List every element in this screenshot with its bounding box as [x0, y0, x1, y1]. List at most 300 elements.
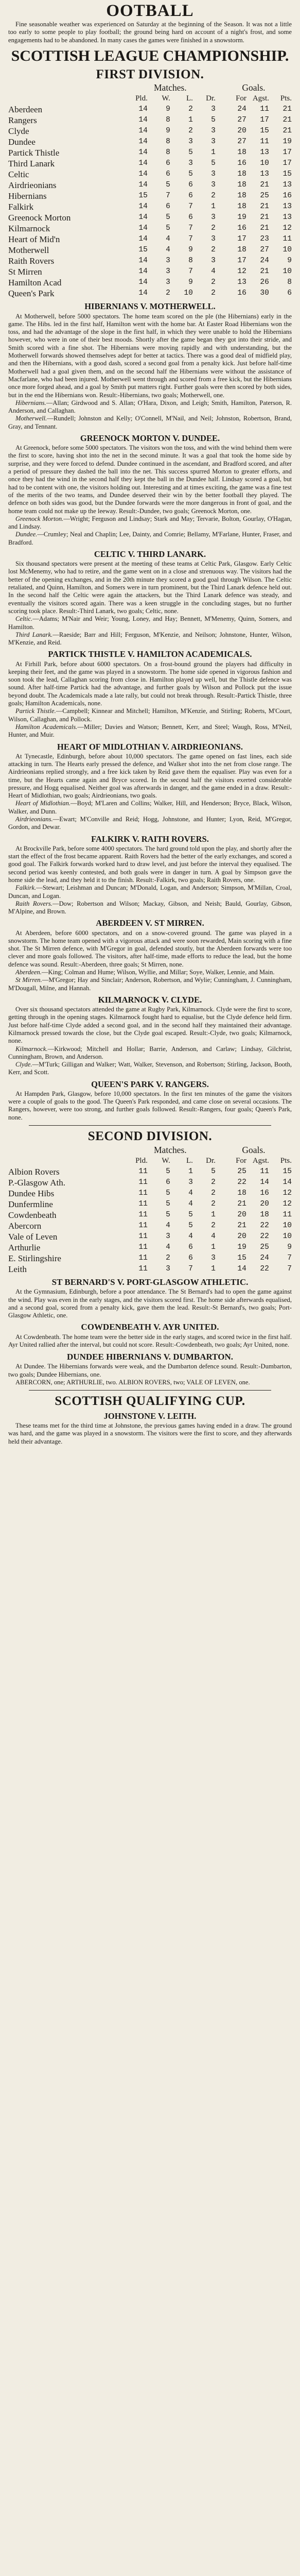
lineup-players: Crumley; Neal and Chaplin; Lee, Dainty, and Comrie; Bellamy, M'Farlane, Hunter, Fraser, and Bradford. — [8, 531, 292, 546]
stat-value: 14 — [138, 213, 148, 222]
first-division-column-header: Pts. — [280, 94, 292, 103]
second-division-table-row — [8, 1264, 292, 1275]
second-division-column-header: Agst. — [252, 1156, 269, 1165]
lineup-team-name: St Mirren. — [15, 976, 42, 984]
team-name: Hibernians — [8, 191, 47, 201]
lineup-players: M'Turk; Gilligan and Walker; Watt, Walker, Stevenson, and Robertson; Stirling, Jackson, Booth, Kerr, and Scott. — [8, 1061, 292, 1076]
team-name: Motherwell — [8, 245, 49, 256]
team-name: Heart of Mid'n — [8, 234, 60, 245]
match-title: GREENOCK MORTON V. DUNDEE. — [80, 433, 220, 443]
stat-value: 2 — [211, 1178, 216, 1187]
stat-value: 9 — [188, 246, 193, 255]
lineup-players: Kirkwood; Mitchell and Hollar; Barrie, Anderson, and Carlaw; Lindsay, Gilchrist, Cunningham, Brown, and Anderson. — [8, 1045, 292, 1060]
section-divider — [29, 1390, 271, 1391]
lineup-team-name: Hamilton Academicals. — [15, 723, 78, 731]
team-name: Celtic — [8, 170, 29, 180]
stat-value: 2 — [211, 246, 216, 255]
stat-value: 3 — [211, 213, 216, 222]
stat-value: 6 — [188, 181, 193, 190]
stat-value: 6 — [166, 1178, 170, 1187]
stat-value: 3 — [211, 105, 216, 114]
stat-value: 4 — [211, 1232, 216, 1241]
stat-value: 30 — [260, 289, 269, 298]
stat-value: 22 — [237, 1178, 246, 1187]
first-division-table-row — [8, 126, 292, 137]
stat-value: 18 — [237, 148, 246, 157]
first-division-goals-group: Goals. — [242, 82, 266, 93]
second-division-table-row — [8, 1253, 292, 1264]
first-division-table-row — [8, 115, 292, 126]
stat-value: 25 — [260, 1243, 269, 1251]
lineup-team-name: Dundee. — [15, 531, 38, 538]
stat-value: 3 — [166, 278, 170, 287]
second-division-table-body — [8, 1145, 292, 1275]
stat-value: 13 — [260, 148, 269, 157]
lineup-team-name: Hibernians. — [15, 399, 46, 406]
stat-value: 19 — [283, 138, 292, 146]
lineup-separator: — — [42, 976, 49, 984]
stat-value: 7 — [188, 1264, 193, 1273]
stat-value: 7 — [166, 192, 170, 200]
stat-value: 5 — [188, 148, 193, 157]
second-division-table-row — [8, 1210, 292, 1221]
stat-value: 10 — [184, 289, 193, 298]
stat-value: 18 — [237, 181, 246, 190]
stat-value: 6 — [166, 170, 170, 179]
team-name: Albion Rovers — [8, 1166, 60, 1177]
stat-value: 7 — [188, 267, 193, 276]
team-name: Rangers — [8, 115, 37, 126]
lineup-players: Allan; Girdwood and S. Allan; O'Hara, Dixon, and Leigh; Smith, Hamilton, Paterson, R. Anderson, and Callaghan. — [8, 399, 292, 415]
stat-value: 1 — [211, 1243, 216, 1251]
team-name: Partick Thistle — [8, 148, 60, 158]
stat-value: 18 — [237, 170, 246, 179]
second-division-column-header-row — [8, 1156, 292, 1166]
team-name: Queen's Park — [8, 289, 55, 299]
stat-value: 21 — [237, 1221, 246, 1230]
stat-value: 12 — [283, 224, 292, 233]
second-division-match-title: ST BERNARD'S V. PORT-GLASGOW ATHLETIC. — [51, 1277, 249, 1287]
team-lineup — [8, 884, 292, 900]
team-lineup — [8, 399, 292, 415]
stat-value: 8 — [166, 148, 170, 157]
lineup-separator: — — [77, 723, 84, 731]
stat-value: 21 — [237, 1199, 246, 1208]
first-division-table-row — [8, 212, 292, 223]
stat-value: 7 — [287, 1264, 292, 1273]
stat-value: 21 — [260, 181, 269, 190]
stat-value: 3 — [211, 138, 216, 146]
stat-value: 7 — [188, 224, 193, 233]
lineup-team-name: Motherwell. — [15, 415, 47, 422]
stat-value: 14 — [138, 224, 148, 233]
stat-value: 11 — [260, 1167, 269, 1176]
lineup-separator: — — [52, 816, 60, 823]
stat-value: 11 — [138, 1221, 148, 1230]
stat-value: 3 — [211, 1253, 216, 1262]
team-name: Kilmarnock — [8, 224, 50, 234]
stat-value: 11 — [138, 1264, 148, 1273]
second-division-match-title: DUNDEE HIBERNIANS V. DUMBARTON. — [67, 1351, 233, 1362]
stat-value: 16 — [237, 289, 246, 298]
stat-value: 13 — [260, 170, 269, 179]
stat-value: 1 — [211, 1264, 216, 1273]
team-name: St Mirren — [8, 267, 42, 277]
stat-value: 3 — [211, 181, 216, 190]
lineup-separator: — — [56, 707, 63, 715]
stat-value: 2 — [211, 192, 216, 200]
first-division-table-row — [8, 104, 292, 115]
stat-value: 18 — [237, 1189, 246, 1197]
stat-value: 18 — [237, 246, 246, 255]
team-lineup — [8, 1061, 292, 1077]
stat-value: 17 — [237, 235, 246, 244]
stat-value: 3 — [188, 138, 193, 146]
lineup-separator: — — [32, 615, 39, 623]
lineup-separator: — — [52, 900, 59, 907]
stat-value: 15 — [283, 170, 292, 179]
lineup-players: M'Gregor; Hay and Sinclair; Anderson, Robertson, and Wylie; Cunningham, J. Cunningham, M'Dougall, Milne, and Hannah. — [8, 976, 292, 992]
stat-value: 13 — [283, 202, 292, 211]
stat-value: 16 — [237, 224, 246, 233]
team-name: Dundee — [8, 137, 36, 147]
stat-value: 27 — [237, 116, 246, 125]
stat-value: 27 — [260, 246, 269, 255]
team-name: Airdrieonians — [8, 180, 57, 191]
stat-value: 14 — [138, 148, 148, 157]
stat-value: 12 — [283, 1189, 292, 1197]
match-report-paragraph: At Tynecastle, Edinburgh, before about 10,000 spectators. The game opened on fast lines, each side attacking in turn. The Hearts early pressed the defence, and Walker shot into the net from close range. The Airdrieonians replied strongly, and a free kick taken by Reid gave them the equaliser. Play was even for a time, but the Hearts came again and Bryce scored. In the second half the visitors exerted considerable pressure, and Hogg equalised. Neither goal was afterwards in danger, and the game ended in a draw. Result:-Heart of Midlothian, two goals; Airdrieonians, two goals. — [8, 752, 292, 800]
stat-value: 4 — [188, 1189, 193, 1197]
second-division-table-row — [8, 1166, 292, 1177]
stat-value: 20 — [237, 127, 246, 135]
team-lineup — [8, 1045, 292, 1061]
stat-value: 4 — [188, 1232, 193, 1241]
stat-value: 1 — [211, 148, 216, 157]
stat-value: 11 — [138, 1167, 148, 1176]
stat-value: 3 — [166, 267, 170, 276]
second-division-column-header: W. — [162, 1156, 170, 1165]
stat-value: 17 — [283, 159, 292, 168]
stat-value: 14 — [138, 289, 148, 298]
stat-value: 27 — [237, 138, 246, 146]
stat-value: 12 — [283, 1199, 292, 1208]
stat-value: 2 — [211, 224, 216, 233]
team-lineup — [8, 969, 292, 976]
stat-value: 11 — [138, 1210, 148, 1219]
stat-value: 6 — [166, 202, 170, 211]
second-division-matches-group: Matches. — [154, 1144, 187, 1155]
stat-value: 8 — [188, 257, 193, 265]
lineup-separator: — — [52, 631, 59, 638]
stat-value: 5 — [211, 1167, 216, 1176]
lineup-players: Stewart; Leishman and Duncan; M'Donald, Logan, and Anderson; Simpson, M'Millan, Croal, Duncan, and Logan. — [8, 884, 292, 900]
stat-value: 2 — [211, 1189, 216, 1197]
match-report-paragraph: Six thousand spectators were present at the meeting of these teams at Celtic Park, Glasgow. Early Celtic lost McMenemy, who had to retire, and the game went on in a close and strenuous way. The visitors had the better of the opening exchanges, and in the 20th minute they scored a good goal through Wilson. The Celtic retaliated, and Quinn, Hamilton, and Somers were in turn prominent, but the Third Lanark defence held out. In the second half the Celtic were again the attackers, but the Third Lanark defence was steady, and eventually the visitors scored again. There was a keen struggle in the concluding stages, but no further scoring took place. Result:-Third Lanark, two goals; Celtic, none. — [8, 560, 292, 615]
lineup-team-name: Heart of Midlothian. — [15, 800, 71, 807]
team-lineup — [8, 707, 292, 723]
team-lineup — [8, 976, 292, 992]
lineup-team-name: Clyde. — [15, 1061, 32, 1069]
lineup-players: Ewart; M'Conville and Reid; Hogg, Johnstone, and Hunter; Lyon, Reid, M'Gregor, Gordon, and Dewar. — [8, 816, 292, 831]
first-division-table-row — [8, 137, 292, 147]
stat-value: 16 — [260, 1189, 269, 1197]
lineup-team-name: Raith Rovers. — [15, 900, 52, 907]
stat-value: 14 — [138, 267, 148, 276]
second-division-table-row — [8, 1177, 292, 1188]
stat-value: 15 — [260, 127, 269, 135]
lineup-players: Adams; M'Nair and Weir; Young, Loney, and Hay; Bennett, M'Menemy, Quinn, Somers, and Hamilton. — [8, 615, 292, 631]
stat-value: 11 — [138, 1189, 148, 1197]
stat-value: 5 — [166, 181, 170, 190]
stat-value: 14 — [138, 105, 148, 114]
stat-value: 10 — [283, 267, 292, 276]
match-report-paragraph: At Aberdeen, before 6000 spectators, and on a snow-covered ground. The game was played in a snowstorm. The home team opened with a vigorous attack and were soon rewarded, Main scoring with a fine shot. The St Mirren defence, with M'Gregor in goal, defended stoutly, but the Aberdeen forwards were too clever and more goals followed. The visitors, after half-time, made efforts to reduce the lead, but the home defence was sound. Result:-Aberdeen, three goals; St Mirren, none. — [8, 929, 292, 968]
second-division-table-row — [8, 1199, 292, 1210]
lineup-team-name: Aberdeen. — [15, 969, 42, 976]
match-title: CELTIC V. THIRD LANARK. — [94, 549, 206, 559]
stat-value: 16 — [283, 192, 292, 200]
lineup-separator: — — [70, 800, 77, 807]
stat-value: 6 — [188, 213, 193, 222]
first-division-table-row — [8, 180, 292, 191]
team-name: E. Stirlingshire — [8, 1253, 61, 1263]
second-division-column-header: For — [236, 1156, 246, 1165]
team-name: Aberdeen — [8, 105, 43, 115]
match-report-paragraph: At Firhill Park, before about 6000 spectators. On a frost-bound ground the players had difficulty in keeping their feet, and the game was played in a snowstorm. The home side opened in vigorous fashion and soon took the lead, Callaghan scoring from close in. Hamilton played up well, but the Thistle defence was sound. After half-time Partick had the advantage, and further goals by Wilson and Pollock put the issue beyond doubt. The Academicals made a late rally, but could not break through. Result:-Partick Thistle, three goals; Hamilton Academicals, none. — [8, 660, 292, 707]
first-division-column-header: W. — [162, 94, 170, 103]
stat-value: 3 — [211, 127, 216, 135]
lineup-team-name: Airdrieonians. — [15, 816, 53, 823]
stat-value: 20 — [237, 1232, 246, 1241]
stat-value: 11 — [260, 105, 269, 114]
stat-value: 25 — [260, 192, 269, 200]
second-division-column-header: L. — [186, 1156, 193, 1165]
stat-value: 11 — [138, 1178, 148, 1187]
team-name: Dunfermline — [8, 1199, 53, 1209]
lineup-team-name: Kilmarnock. — [15, 1045, 48, 1053]
team-lineup — [8, 631, 292, 647]
stat-value: 3 — [188, 159, 193, 168]
stat-value: 2 — [211, 289, 216, 298]
stat-value: 15 — [138, 246, 148, 255]
lineup-separator: — — [41, 969, 48, 976]
stat-value: 1 — [188, 116, 193, 125]
second-division-match-report: At Dundee. The Hibernians forwards were weak, and the Dumbarton defence sound. Result:-Dumbarton, two goals; Dundee Hibernians, one. — [8, 1363, 292, 1378]
lineup-players: Dow; Robertson and Wilson; Mackay, Gibson, and Neish; Bauld, Gourlay, Gibson, M'Alpine, and Brown. — [8, 900, 292, 916]
stat-value: 18 — [237, 202, 246, 211]
stat-value: 14 — [138, 181, 148, 190]
stat-value: 21 — [283, 105, 292, 114]
stat-value: 21 — [283, 127, 292, 135]
first-division-table-row — [8, 266, 292, 277]
team-name: Falkirk — [8, 202, 34, 212]
stat-value: 4 — [166, 235, 170, 244]
lineup-separator: — — [37, 531, 44, 538]
intro-paragraph: Fine seasonable weather was experienced on Saturday at the beginning of the Season. It was not a little too early to some people to play football; the ground being hard on account of a night's frost, and some engagements had to be abandoned. In many cases the games were finished in a snowstorm. — [8, 21, 292, 44]
masthead: OOTBALL — [106, 4, 194, 20]
stat-value: 1 — [211, 1210, 216, 1219]
second-division-column-header: Dr. — [206, 1156, 216, 1165]
second-division-team-column-spacer — [8, 1156, 125, 1166]
stat-value: 11 — [138, 1199, 148, 1208]
second-division-title: SECOND DIVISION. — [87, 1129, 213, 1144]
stat-value: 2 — [166, 289, 170, 298]
stat-value: 12 — [237, 267, 246, 276]
match-title: QUEEN'S PARK V. RANGERS. — [91, 1079, 209, 1089]
first-division-table-row — [8, 191, 292, 201]
lineup-players: Campbell; Kinnear and Mitchell; Hamilton, M'Kenzie, and Stirling; Roberts, M'Court, Wilson, Callaghan, and Pollock. — [8, 707, 292, 723]
first-division-table-body — [8, 82, 292, 299]
lineup-separator: — — [46, 399, 53, 406]
lineup-team-name: Greenock Morton. — [15, 515, 64, 522]
stat-value: 4 — [166, 1221, 170, 1230]
second-division-table — [8, 1145, 292, 1275]
lineup-team-name: Celtic. — [15, 615, 33, 623]
lineup-players: Miller; Davies and Watson; Bennett, Kerr, and Steel; Waugh, Ross, M'Neil, Hunter, and Muir. — [8, 723, 292, 739]
match-title: HIBERNIANS V. MOTHERWELL. — [84, 301, 216, 312]
match-report-paragraph: At Hampden Park, Glasgow, before 10,000 spectators. In the first ten minutes of the game the visitors were a couple of goals to the good. The Queen's Park responded, and came close on several occasions. The Rangers, however, were too strong, and further goals followed. Result:-Rangers, four goals; Queen's Park, none. — [8, 1090, 292, 1121]
second-division-table-row — [8, 1221, 292, 1231]
stat-value: 2 — [166, 1253, 170, 1262]
stat-value: 17 — [283, 148, 292, 157]
stat-value: 5 — [188, 1221, 193, 1230]
match-title: KILMARNOCK V. CLYDE. — [98, 994, 202, 1005]
first-division-column-header: Dr. — [206, 94, 216, 103]
first-division-column-header: Agst. — [252, 94, 269, 103]
first-division-table-row — [8, 158, 292, 169]
stat-value: 9 — [188, 278, 193, 287]
stat-value: 1 — [211, 202, 216, 211]
stat-value: 14 — [237, 1264, 246, 1273]
second-division-match-title: COWDENBEATH V. AYR UNITED. — [81, 1322, 219, 1332]
stat-value: 18 — [237, 192, 246, 200]
stat-value: 5 — [166, 1199, 170, 1208]
team-lineup — [8, 615, 292, 631]
stat-value: 2 — [211, 278, 216, 287]
stat-value: 24 — [260, 1253, 269, 1262]
team-lineup — [8, 900, 292, 916]
stat-value: 19 — [237, 213, 246, 222]
lineup-team-name: Falkirk. — [15, 884, 37, 892]
stat-value: 6 — [166, 159, 170, 168]
stat-value: 6 — [188, 1253, 193, 1262]
stat-value: 3 — [211, 170, 216, 179]
stat-value: 5 — [166, 1210, 170, 1219]
stat-value: 24 — [260, 257, 269, 265]
stat-value: 14 — [138, 257, 148, 265]
first-division-team-column-spacer — [8, 82, 125, 93]
stat-value: 8 — [166, 138, 170, 146]
stat-value: 14 — [138, 170, 148, 179]
match-title: ABERDEEN V. ST MIRREN. — [96, 918, 204, 928]
stat-value: 15 — [283, 1167, 292, 1176]
stat-value: 18 — [260, 1210, 269, 1219]
stat-value: 10 — [283, 1221, 292, 1230]
stat-value: 7 — [287, 1253, 292, 1262]
team-lineup — [8, 723, 292, 739]
second-division-column-header: Pts. — [280, 1156, 292, 1165]
stat-value: 4 — [166, 1243, 170, 1251]
stat-value: 19 — [237, 1243, 246, 1251]
stat-value: 14 — [260, 1178, 269, 1187]
team-name: Hamilton Acad — [8, 278, 62, 288]
stat-value: 7 — [188, 235, 193, 244]
stat-value: 2 — [211, 1199, 216, 1208]
second-division-team-column-spacer — [8, 1145, 125, 1156]
team-name: Abercorn — [8, 1221, 42, 1231]
stat-value: 3 — [166, 1232, 170, 1241]
lineup-separator: — — [47, 1045, 55, 1053]
qualifying-cup-match: JOHNSTONE V. LEITH. — [103, 1411, 197, 1421]
stat-value: 25 — [237, 1167, 246, 1176]
match-report-paragraph: Over six thousand spectators attended the game at Rugby Park, Kilmarnock. Clyde were the first to score, getting through in the opening stages. Kilmarnock fought hard to equalise, but the Clyde defence held firm. Just before half-time Clyde added a second goal, and in the second half they maintained their advantage. Kilmarnock pressed towards the close, but the Clyde goal escaped. Result:-Clyde, two goals; Kilmarnock, none. — [8, 1006, 292, 1045]
stat-value: 17 — [260, 116, 269, 125]
second-division-column-header: Pld. — [135, 1156, 148, 1165]
stat-value: 2 — [188, 105, 193, 114]
stat-value: 11 — [260, 138, 269, 146]
stat-value: 5 — [166, 213, 170, 222]
first-division-table-row — [8, 147, 292, 158]
stat-value: 4 — [211, 267, 216, 276]
stat-value: 22 — [260, 1221, 269, 1230]
team-name: Cowdenbeath — [8, 1210, 57, 1220]
first-division-column-header: L. — [186, 94, 193, 103]
stat-value: 3 — [188, 1178, 193, 1187]
stat-value: 15 — [237, 1253, 246, 1262]
lineup-separator: — — [32, 1061, 39, 1069]
stat-value: 3 — [211, 235, 216, 244]
stat-value: 8 — [166, 116, 170, 125]
lineup-team-name: Third Lanark. — [15, 631, 53, 638]
stat-value: 14 — [138, 127, 148, 135]
team-name: Dundee Hibs — [8, 1188, 55, 1198]
second-division-table-row — [8, 1231, 292, 1242]
first-division-table-row — [8, 288, 292, 299]
first-division-matches-group: Matches. — [154, 82, 187, 93]
stat-value: 8 — [287, 278, 292, 287]
match-report-paragraph: At Brockville Park, before some 4000 spectators. The hard ground told upon the play, and shortly after the start the effect of the frost became apparent. Raith Rovers had the better of the early exchanges, and scored a good goal. The Falkirk forwards worked hard to draw level, and just before the interval they equalised. The second period was keenly contested, and both goals were in danger in turn. A goal by Simpson gave the home side the lead, and they held it to the finish. Result:-Falkirk, two goals; Raith Rovers, one. — [8, 844, 292, 884]
stat-value: 20 — [260, 1199, 269, 1208]
stat-value: 14 — [138, 116, 148, 125]
second-division-match-report: At Cowdenbeath. The home team were the better side in the early stages, and scored twice in the first half. Ayr United rallied after the interval, but could not score. Result:-Cowdenbeath, two goals; Ayr United, none. — [8, 1333, 292, 1349]
first-division-table-row — [8, 256, 292, 266]
stat-value: 3 — [166, 1264, 170, 1273]
stat-value: 2 — [211, 1221, 216, 1230]
team-lineup — [8, 415, 292, 431]
stat-value: 11 — [283, 1210, 292, 1219]
match-title: FALKIRK V. RAITH ROVERS. — [91, 834, 209, 844]
team-lineup — [8, 816, 292, 832]
lineup-players: Rundell; Johnston and Kelly; O'Connell, M'Nail, and Neil; Johnston, Robertson, Brand, Gray, and Tennant. — [8, 415, 292, 430]
stat-value: 21 — [283, 116, 292, 125]
stat-value: 5 — [166, 224, 170, 233]
stat-value: 9 — [287, 257, 292, 265]
qualifying-cup-title: SCOTTISH QUALIFYING CUP. — [55, 1394, 245, 1409]
stat-value: 14 — [138, 159, 148, 168]
stat-value: 6 — [287, 289, 292, 298]
stat-value: 3 — [211, 257, 216, 265]
match-report-paragraph: At Motherwell, before 5000 spectators. The home team scored on the ple (the Hibernians) early in the game. The Hibs. led in the first half, Hamilton went with the home bar. At Easter Road Hibernians won the toss, and had the advantage of the slope in the first half, in which they were unable to hold the Hibernians however, who were in one of their best moods. Shortly after the game began they got into their stride, and Smith scored with a fine shot. The Hibernians were moving rapidly and with understanding, but the Motherwell forwards showed themselves adept for better at tactics. There was a good deal of midfield play, and then the Hibernians, with a good dash, scored a second goal from a penalty kick. Just before half-time Motherwell had a goal given them, and on the second half the Hibernians were without the assistance of Macfarlane, who had been injured. Motherwell went through and scored from a free kick, but the Hibernians once more forged ahead, and a goal by Smith put matters right. Further goals were then scored by both sides, but in the end the Hibernians won. Result:-Hibernians, two goals; Motherwell, one. — [8, 312, 292, 399]
lineup-players: Raeside; Barr and Hill; Ferguson, M'Kenzie, and Neilson; Johnstone, Hunter, Wilson, M'Kenzie, and Reid. — [8, 631, 292, 647]
stat-value: 26 — [260, 278, 269, 287]
stat-value: 10 — [260, 159, 269, 168]
first-division-column-header: For — [236, 94, 246, 103]
stat-value: 10 — [283, 246, 292, 255]
stat-value: 20 — [237, 1210, 246, 1219]
first-division-table — [8, 82, 292, 299]
team-name: Arthurlie — [8, 1242, 41, 1252]
